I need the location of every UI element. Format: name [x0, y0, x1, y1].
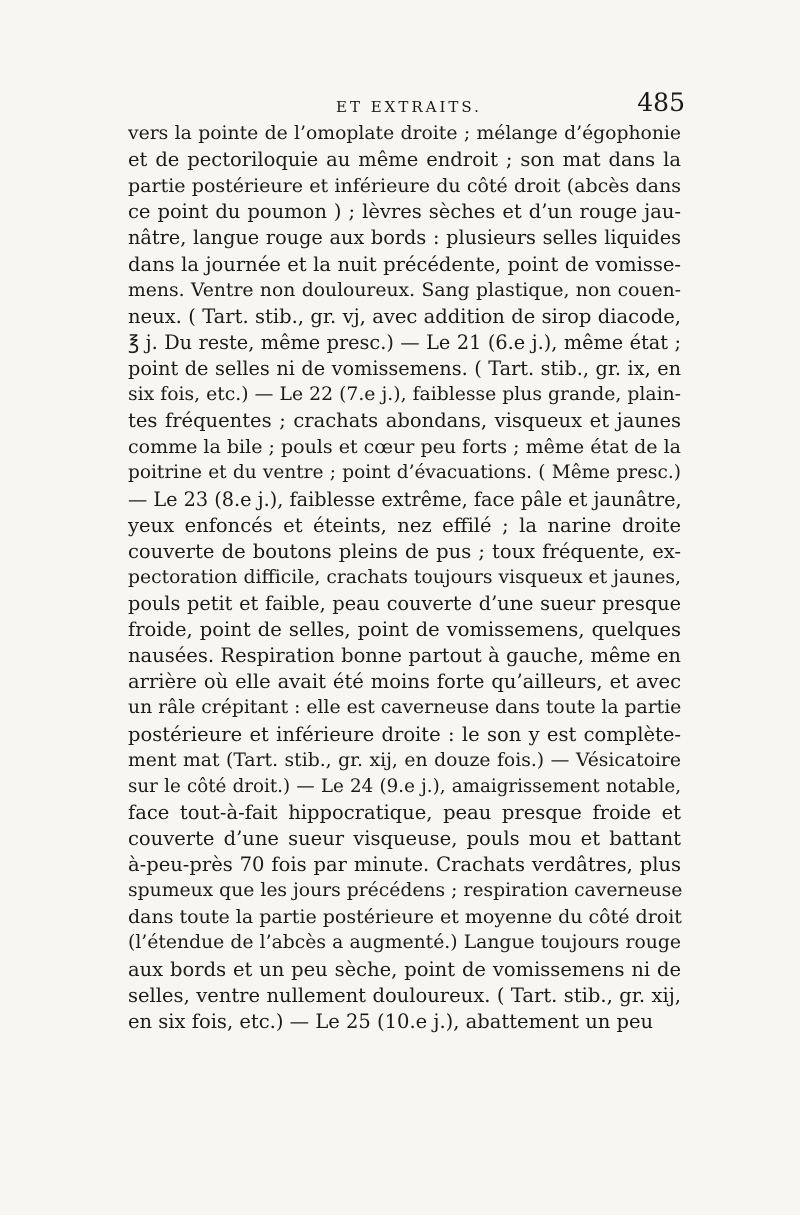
- text-line: arrière où elle avait été moins forte qu’ailleurs, et avec: [128, 670, 681, 694]
- text-line: couverte de boutons pleins de pus ; toux fréquente, ex-: [128, 539, 681, 563]
- text-line: en six fois, etc.) — Le 25 (10.e j.), abattement un peu: [128, 1009, 654, 1033]
- text-line: spumeux que les jours précédens ; respiration caverneuse: [128, 880, 683, 902]
- text-line: pouls petit et faible, peau couverte d’une sueur presque: [128, 591, 681, 615]
- text-line: (l’étendue de l’abcès a augmenté.) Langue toujours rouge: [128, 932, 681, 954]
- text-line: six fois, etc.) — Le 22 (7.e j.), faiblesse plus grande, plain-: [128, 384, 681, 406]
- page-header: [128, 88, 685, 122]
- text-line: vers la pointe de l’omoplate droite ; mélange d’égophonie: [128, 123, 681, 144]
- text-line: dans la journée et la nuit précédente, point de vomisse-: [128, 252, 681, 276]
- text-line: ℥ j. Du reste, même presc.) — Le 21 (6.e j.), même état ;: [128, 330, 681, 354]
- text-line: partie postérieure et inférieure du côté droit (abcès dans: [128, 175, 681, 198]
- text-line: et de pectoriloquie au même endroit ; son mat dans la: [128, 148, 681, 172]
- text-line: dans toute la partie postérieure et moyenne du côté droit: [128, 906, 682, 929]
- text-line: selles, ventre nullement douloureux. ( Tart. stib., gr. xij,: [128, 983, 681, 1007]
- text-line: à-peu-près 70 fois par minute. Crachats verdâtres, plus: [128, 853, 681, 877]
- text-line: ce point du poumon ) ; lèvres sèches et d’un rouge jau-: [128, 200, 681, 224]
- text-line: sur le côté droit.) — Le 24 (9.e j.), amaigrissement notable,: [128, 775, 681, 797]
- text-line: nâtre, langue rouge aux bords : plusieurs selles liquides: [128, 226, 681, 250]
- text-line: mens. Ventre non douloureux. Sang plastique, non couen-: [128, 279, 681, 301]
- page-number: 485: [637, 88, 685, 117]
- text-line: postérieure et inférieure droite : le son y est complète-: [128, 722, 681, 746]
- text-line: ment mat (Tart. stib., gr. xij, en douze fois.) — Vésicatoire: [128, 749, 681, 771]
- text-line: tes fréquentes ; crachats abondans, visqueux et jaunes: [128, 409, 681, 433]
- text-line: point de selles ni de vomissemens. ( Tart. stib., gr. ix, en: [128, 356, 681, 380]
- text-line: aux bords et un peu sèche, point de vomissemens ni de: [128, 957, 681, 981]
- text-line: neux. ( Tart. stib., gr. vj, avec addition de sirop diacode,: [128, 304, 681, 328]
- body-text: [128, 121, 681, 1035]
- text-line: couverte d’une sueur visqueuse, pouls mou et battant: [128, 826, 681, 850]
- text-line: froide, point de selles, point de vomissemens, quelques: [128, 618, 681, 642]
- text-line: — Le 23 (8.e j.), faiblesse extrême, face pâle et jaunâtre,: [128, 487, 682, 511]
- text-line: yeux enfoncés et éteints, nez effilé ; la narine droite: [128, 513, 681, 537]
- running-head: ET EXTRAITS.: [336, 98, 482, 116]
- text-line: nausées. Respiration bonne partout à gauche, même en: [128, 644, 681, 668]
- text-line: poitrine et du ventre ; point d’évacuations. ( Même presc.): [128, 462, 681, 484]
- text-line: un râle crépitant : elle est caverneuse dans toute la partie: [128, 697, 682, 719]
- text-line: pectoration difficile, crachats toujours visqueux et jaunes,: [128, 566, 681, 588]
- text-line: face tout-à-fait hippocratique, peau presque froide et: [128, 800, 681, 824]
- text-line: comme la bile ; pouls et cœur peu forts ; même état de la: [128, 436, 681, 459]
